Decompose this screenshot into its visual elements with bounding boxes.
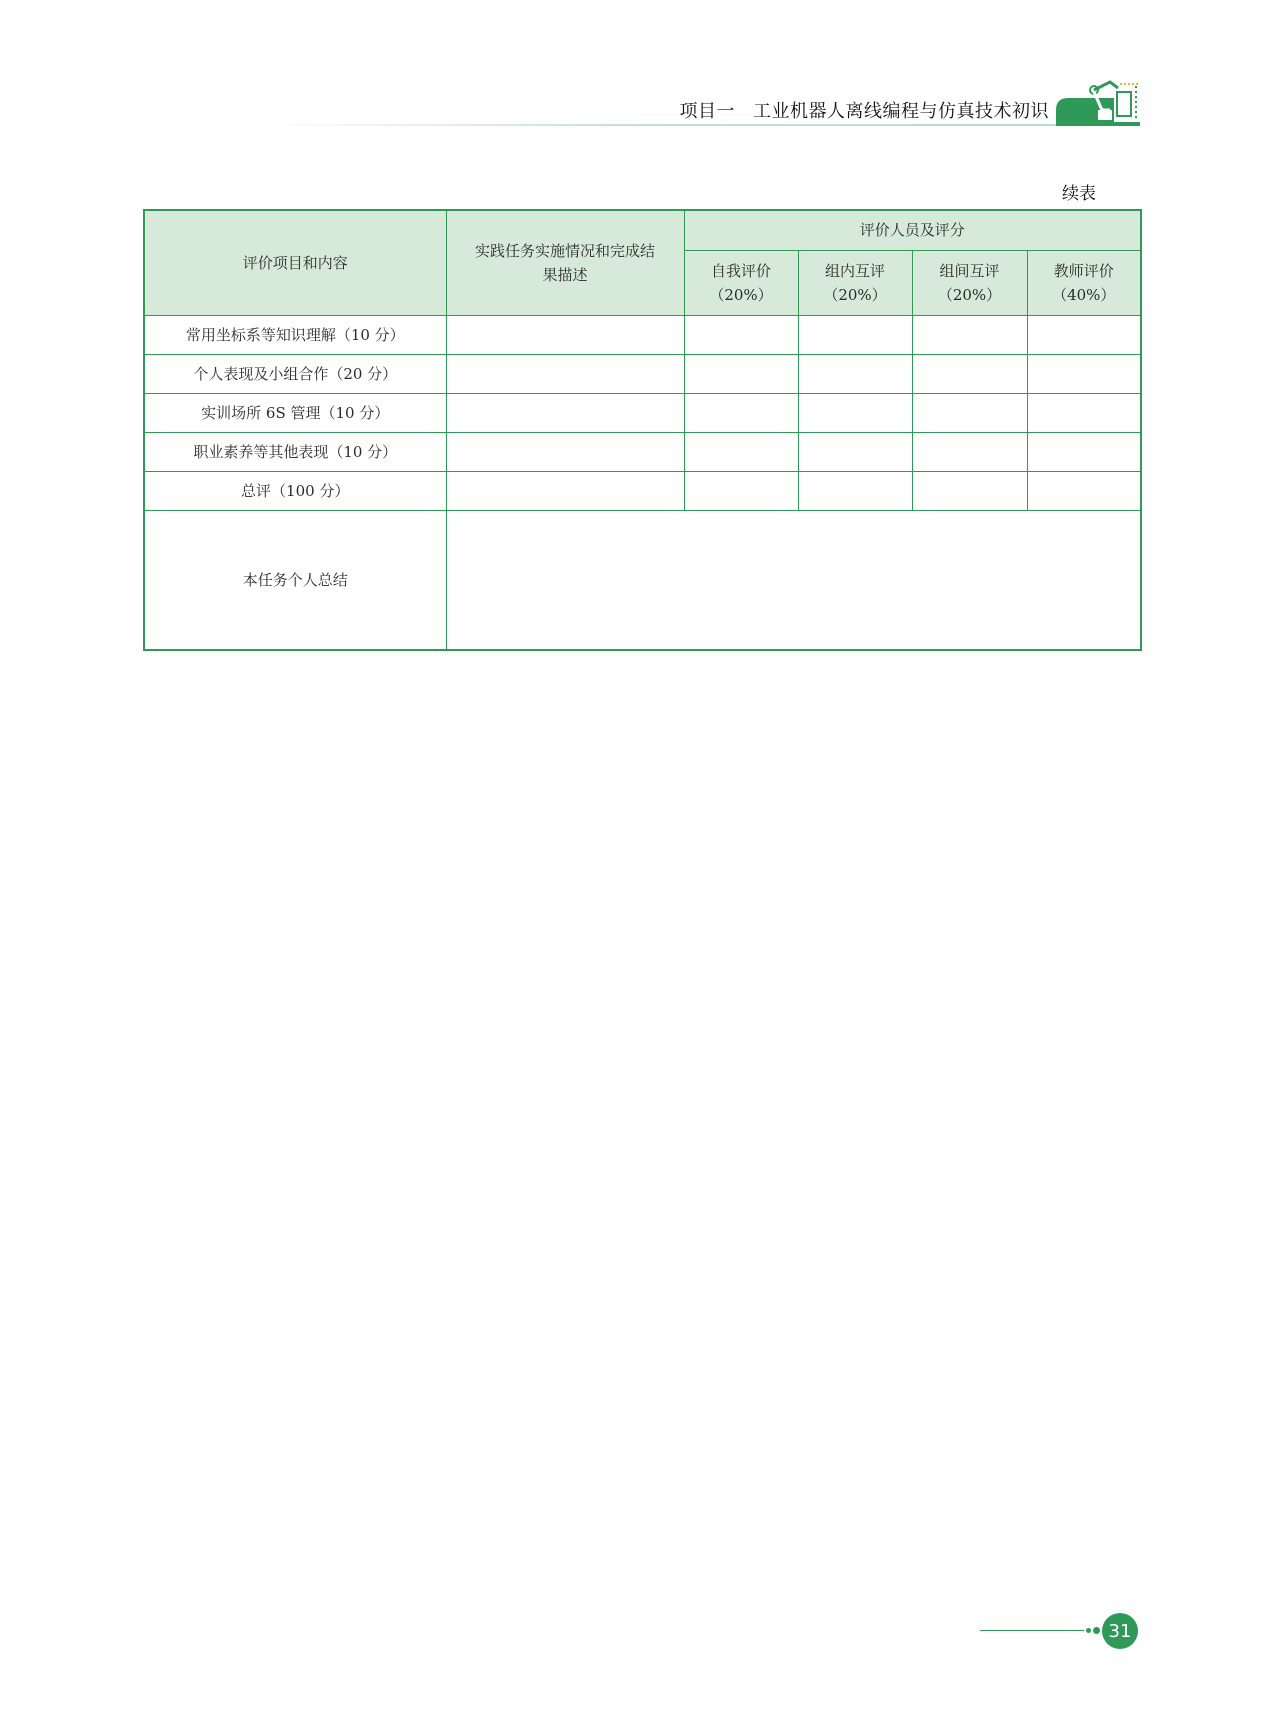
score-cell[interactable] — [798, 354, 912, 393]
table-row — [144, 432, 1141, 471]
score-cell[interactable] — [798, 315, 912, 354]
header-cell-rater-group: 评价人员及评分 — [684, 210, 1141, 250]
score-cell[interactable] — [912, 471, 1027, 510]
row-label: 实训场所 6S 管理（10 分） — [144, 393, 446, 432]
table-row — [144, 354, 1141, 393]
score-cell[interactable] — [798, 393, 912, 432]
table-row-total — [144, 471, 1141, 510]
score-cell[interactable] — [912, 432, 1027, 471]
header-cell-self — [684, 250, 798, 315]
description-cell[interactable] — [446, 393, 684, 432]
header-cell-intra-group — [798, 250, 912, 315]
score-cell[interactable] — [912, 354, 1027, 393]
rater-name: 自我评价 — [710, 261, 771, 280]
header-cell-description: 实践任务实施情况和完成结果描述 — [446, 210, 684, 315]
running-header — [680, 97, 1050, 123]
page-number: 31 — [1102, 1613, 1138, 1649]
rater-weight: （20%） — [937, 285, 1002, 304]
table-row-summary — [144, 510, 1141, 650]
page-number-rule — [980, 1630, 1084, 1631]
row-label: 总评（100 分） — [144, 471, 446, 510]
row-label: 个人表现及小组合作（20 分） — [144, 354, 446, 393]
score-cell[interactable] — [1027, 354, 1141, 393]
page-number-dot — [1093, 1627, 1100, 1634]
robot-arm-icon — [1054, 78, 1140, 128]
rater-name: 组内互评 — [824, 261, 885, 280]
rater-weight: （20%） — [709, 285, 773, 304]
header-cell-item: 评价项目和内容 — [144, 210, 446, 315]
score-cell[interactable] — [1027, 471, 1141, 510]
score-cell[interactable] — [1027, 432, 1141, 471]
row-label: 常用坐标系等知识理解（10 分） — [144, 315, 446, 354]
description-cell[interactable] — [446, 315, 684, 354]
score-cell[interactable] — [1027, 315, 1141, 354]
score-cell[interactable] — [1027, 393, 1141, 432]
description-cell[interactable] — [446, 354, 684, 393]
table-header-row — [144, 210, 1141, 250]
header-chapter-title: 工业机器人离线编程与仿真技术初识 — [753, 101, 1049, 122]
rater-name: 教师评价 — [1053, 261, 1114, 280]
rater-name: 组间互评 — [939, 261, 1000, 280]
summary-label: 本任务个人总结 — [144, 510, 446, 650]
header-project-label: 项目一 — [679, 101, 735, 122]
score-cell[interactable] — [912, 393, 1027, 432]
score-cell[interactable] — [684, 393, 798, 432]
score-cell[interactable] — [798, 471, 912, 510]
row-label: 职业素养等其他表现（10 分） — [144, 432, 446, 471]
header-cell-inter-group — [912, 250, 1027, 315]
page-number-dot — [1086, 1628, 1091, 1633]
score-cell[interactable] — [798, 432, 912, 471]
header-cell-teacher — [1027, 250, 1141, 315]
score-cell[interactable] — [684, 471, 798, 510]
continued-table-label: 续表 — [1062, 184, 1096, 204]
score-cell[interactable] — [684, 432, 798, 471]
summary-input-cell[interactable] — [446, 510, 1141, 650]
rater-weight: （40%） — [1052, 285, 1116, 304]
header-divider — [262, 124, 1140, 126]
score-cell[interactable] — [684, 315, 798, 354]
evaluation-table — [143, 209, 1142, 651]
score-cell[interactable] — [912, 315, 1027, 354]
score-cell[interactable] — [684, 354, 798, 393]
description-cell[interactable] — [446, 432, 684, 471]
rater-weight: （20%） — [823, 285, 887, 304]
description-cell[interactable] — [446, 471, 684, 510]
table-row — [144, 393, 1141, 432]
table-row — [144, 315, 1141, 354]
